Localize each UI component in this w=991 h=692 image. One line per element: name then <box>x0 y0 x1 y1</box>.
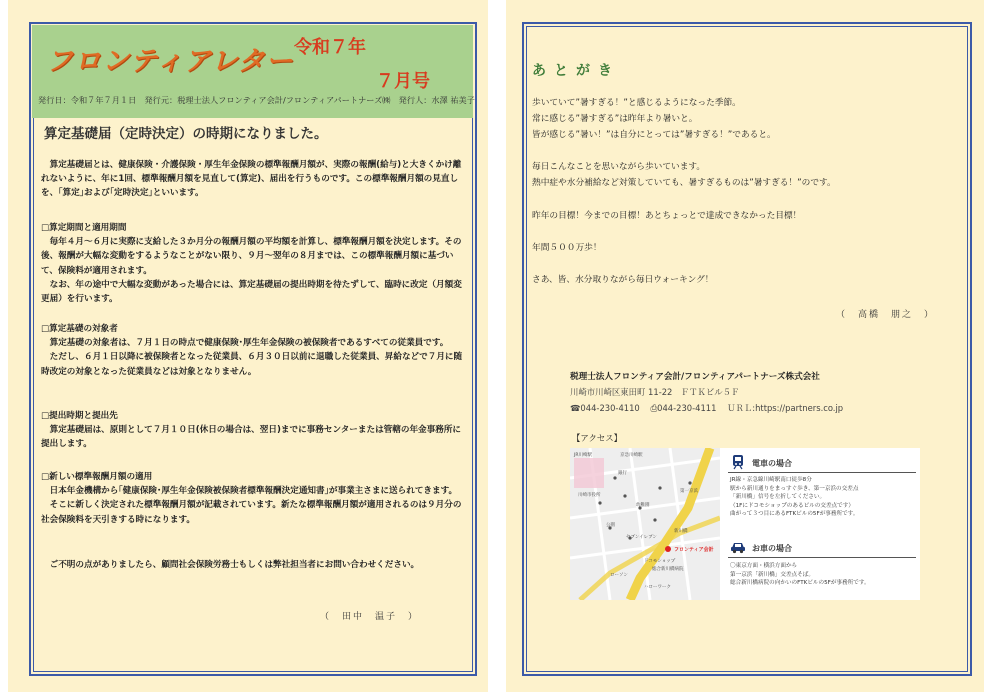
train-line: 「新川橋」信号を左折してください。 <box>730 494 826 501</box>
afterword-line: 昨年の目標！今までの目標！あとちょっとで達成できなかった目標！ <box>532 211 802 221</box>
map-label-station: JR川崎駅 <box>574 453 592 458</box>
intro-paragraph: 算定基礎届とは、健康保険・介護保険・厚生年金保険の標準報酬月額が、実際の報酬(給与)と大きくかけ離れないように、年に1回、標準報酬月額を見直して(算定)、届出を行うものです。この標準報酬月額の見直しを、｢算定｣および｢定時決定｣といいます。 <box>41 160 462 199</box>
section-paragraph: そこに新しく決定された標準報酬月額が記載されています。新たな標準報酬月額が適用されるのは９月分の社会保険料を天引きする時になります。 <box>41 500 462 525</box>
train-line: 駅から新川通りをまっすぐ歩き、第一京浜の交差点 <box>730 485 859 492</box>
map-label-hellowork: ハローワーク <box>644 585 671 590</box>
map-label-bridge: 新川橋 <box>674 529 688 534</box>
train-line: 曲がって３つ目にあるFTKビルの5Fが事務所です。 <box>730 511 859 518</box>
section-title: □算定期間と適用期間 <box>41 223 127 233</box>
afterword-line: 歩いていて”暑すぎる！”と感じるようになった季節。 <box>532 98 741 108</box>
newsletter-page-left <box>8 0 488 692</box>
section-title: □提出時期と提出先 <box>41 411 118 421</box>
map-label-lawson: ローソン <box>610 573 628 578</box>
legend-divider <box>728 472 916 473</box>
car-line: 第一京浜「新川橋」交差点そば。 <box>730 571 814 578</box>
afterword-line: 年間５００万歩！ <box>532 243 602 253</box>
company-name: 税理士法人フロンティア会計/フロンティアパートナーズ株式会社 <box>570 372 820 382</box>
closing-note <box>41 558 464 572</box>
author-right: （ 高橋 朋之 ） <box>836 310 936 320</box>
train-title: 電車の場合 <box>752 459 792 468</box>
company-contact <box>570 402 843 414</box>
section-paragraph: 算定基礎の対象者は、７月１日の時点で健康保険･厚生年金保険の被保険者であるすべての従業員です。 <box>41 338 449 349</box>
afterword-line: 常に感じる”暑すぎる”は昨年より暑いと。 <box>532 114 698 124</box>
map-label-city-hall: 川崎市役所 <box>578 493 601 498</box>
newsletter-page-right <box>506 0 984 692</box>
closing-paragraph: ご不明の点がありましたら、顧問社会保険労務士もしくは弊社担当者にお問い合わせください。 <box>41 560 420 570</box>
legend-divider <box>728 557 916 558</box>
section-calc-period <box>41 221 464 306</box>
phone-number: ☎044-230-4110 <box>570 403 640 413</box>
company-url: ＵＲＬ:https://partners.co.jp <box>727 403 844 413</box>
car-directions <box>730 562 870 588</box>
section-submission <box>41 409 464 452</box>
afterword-line: 皆が感じる”暑い！”は自分にとっては”暑すぎる！”であると。 <box>532 130 776 140</box>
map-label-bank: 銀行 <box>618 471 627 476</box>
train-line: JR線・京急線川崎駅南口徒歩8分 <box>730 477 812 483</box>
car-line: 総合新川橋病院の向かいのFTKビルの5Fが事務所です。 <box>730 580 870 587</box>
section-title: □新しい標準報酬月額の適用 <box>41 472 153 482</box>
section-eligible <box>41 322 464 379</box>
street-map-graphic <box>570 448 720 600</box>
train-icon <box>730 454 746 470</box>
fax-number: 044-230-4111 <box>657 403 717 413</box>
map-label-road: 第一京浜 <box>680 489 698 494</box>
map-label-park: 公園 <box>606 523 615 528</box>
map-label-kindergarten: 幼稚園 <box>636 503 650 508</box>
map-label-office: フロンティア会計 <box>674 547 714 553</box>
section-paragraph: 毎年４月～６月に実際に支給した３か月分の報酬月額の平均額を計算し、標準報酬月額を決定します。その後、報酬が大幅な変動をするようなことがない限り、９月～翌年の８月までは、この標準報酬月額に基づいて、保険料が適用されます。 <box>41 237 462 276</box>
access-map <box>570 448 920 600</box>
car-title: お車の場合 <box>752 544 792 553</box>
afterword-title: あとがき <box>532 63 620 79</box>
access-label: 【アクセス】 <box>572 433 622 443</box>
afterword-line: さあ、皆、水分取りながら毎日ウォーキング！ <box>532 275 714 285</box>
company-address: 川崎市川崎区東田町 11-22 ＦＴＫビル５Ｆ <box>570 387 740 397</box>
newsletter-brand: フロンティアレター <box>46 46 294 77</box>
article-intro <box>41 158 464 201</box>
car-line: 〇東京方面・横浜方面から <box>730 563 798 569</box>
section-paragraph: 日本年金機構から｢健康保険･厚生年金保険被保険者標準報酬決定通知書｣が事業主さまに送られてきます。 <box>41 486 458 497</box>
afterword-line: 熱中症や水分補給など対策していても、暑すぎるものは”暑すぎる！”のです。 <box>532 178 836 188</box>
section-paragraph: 算定基礎届は、原則として７月１０日(休日の場合は、翌日)までに事務センターまたは管轄の年金事務所に提出します。 <box>41 425 462 450</box>
masthead-banner <box>32 25 473 118</box>
map-label-docomo: ドコモショップ <box>644 559 676 564</box>
map-label-keikyu: 京急川崎駅 <box>620 453 643 458</box>
train-directions <box>730 476 858 519</box>
section-title: □算定基礎の対象者 <box>41 324 118 334</box>
train-line: （1Fにドコモショップのあるビルの交差点です） <box>730 502 854 509</box>
afterword-line: 毎日こんなことを思いながら歩いています。 <box>532 162 706 172</box>
map-image <box>570 448 720 600</box>
access-legend <box>722 448 920 600</box>
map-label-seven: セブンイレブン <box>626 535 657 540</box>
section-paragraph: なお、年の途中で大幅な変動があった場合には、算定基礎届の提出時期を待たずして、臨時に改定（月額変更届）を行います。 <box>41 279 462 305</box>
article-headline: 算定基礎届（定時決定）の時期になりました。 <box>44 126 328 142</box>
issue-year: 令和７年 <box>294 37 366 58</box>
section-paragraph: ただし、６月１日以降に被保険者となった従業員、６月３０日以前に退職した従業員、昇給などで７月に随時改定の対象となった従業員などは対象となりません。 <box>41 352 463 377</box>
author-left: （ 田中 温子 ） <box>320 612 420 622</box>
section-new-amount <box>41 470 464 527</box>
issue-month: ７月号 <box>376 71 430 92</box>
fax-icon: ⎙ <box>650 403 658 413</box>
car-icon <box>730 538 746 554</box>
publication-line: 発行日：令和７年７月１日 発行元：税理士法人フロンティア会計/フロンティアパートナーズ㈱ 発行人：水澤 祐美子 <box>38 95 475 105</box>
map-label-hospital: 総合新川橋病院 <box>652 567 684 572</box>
